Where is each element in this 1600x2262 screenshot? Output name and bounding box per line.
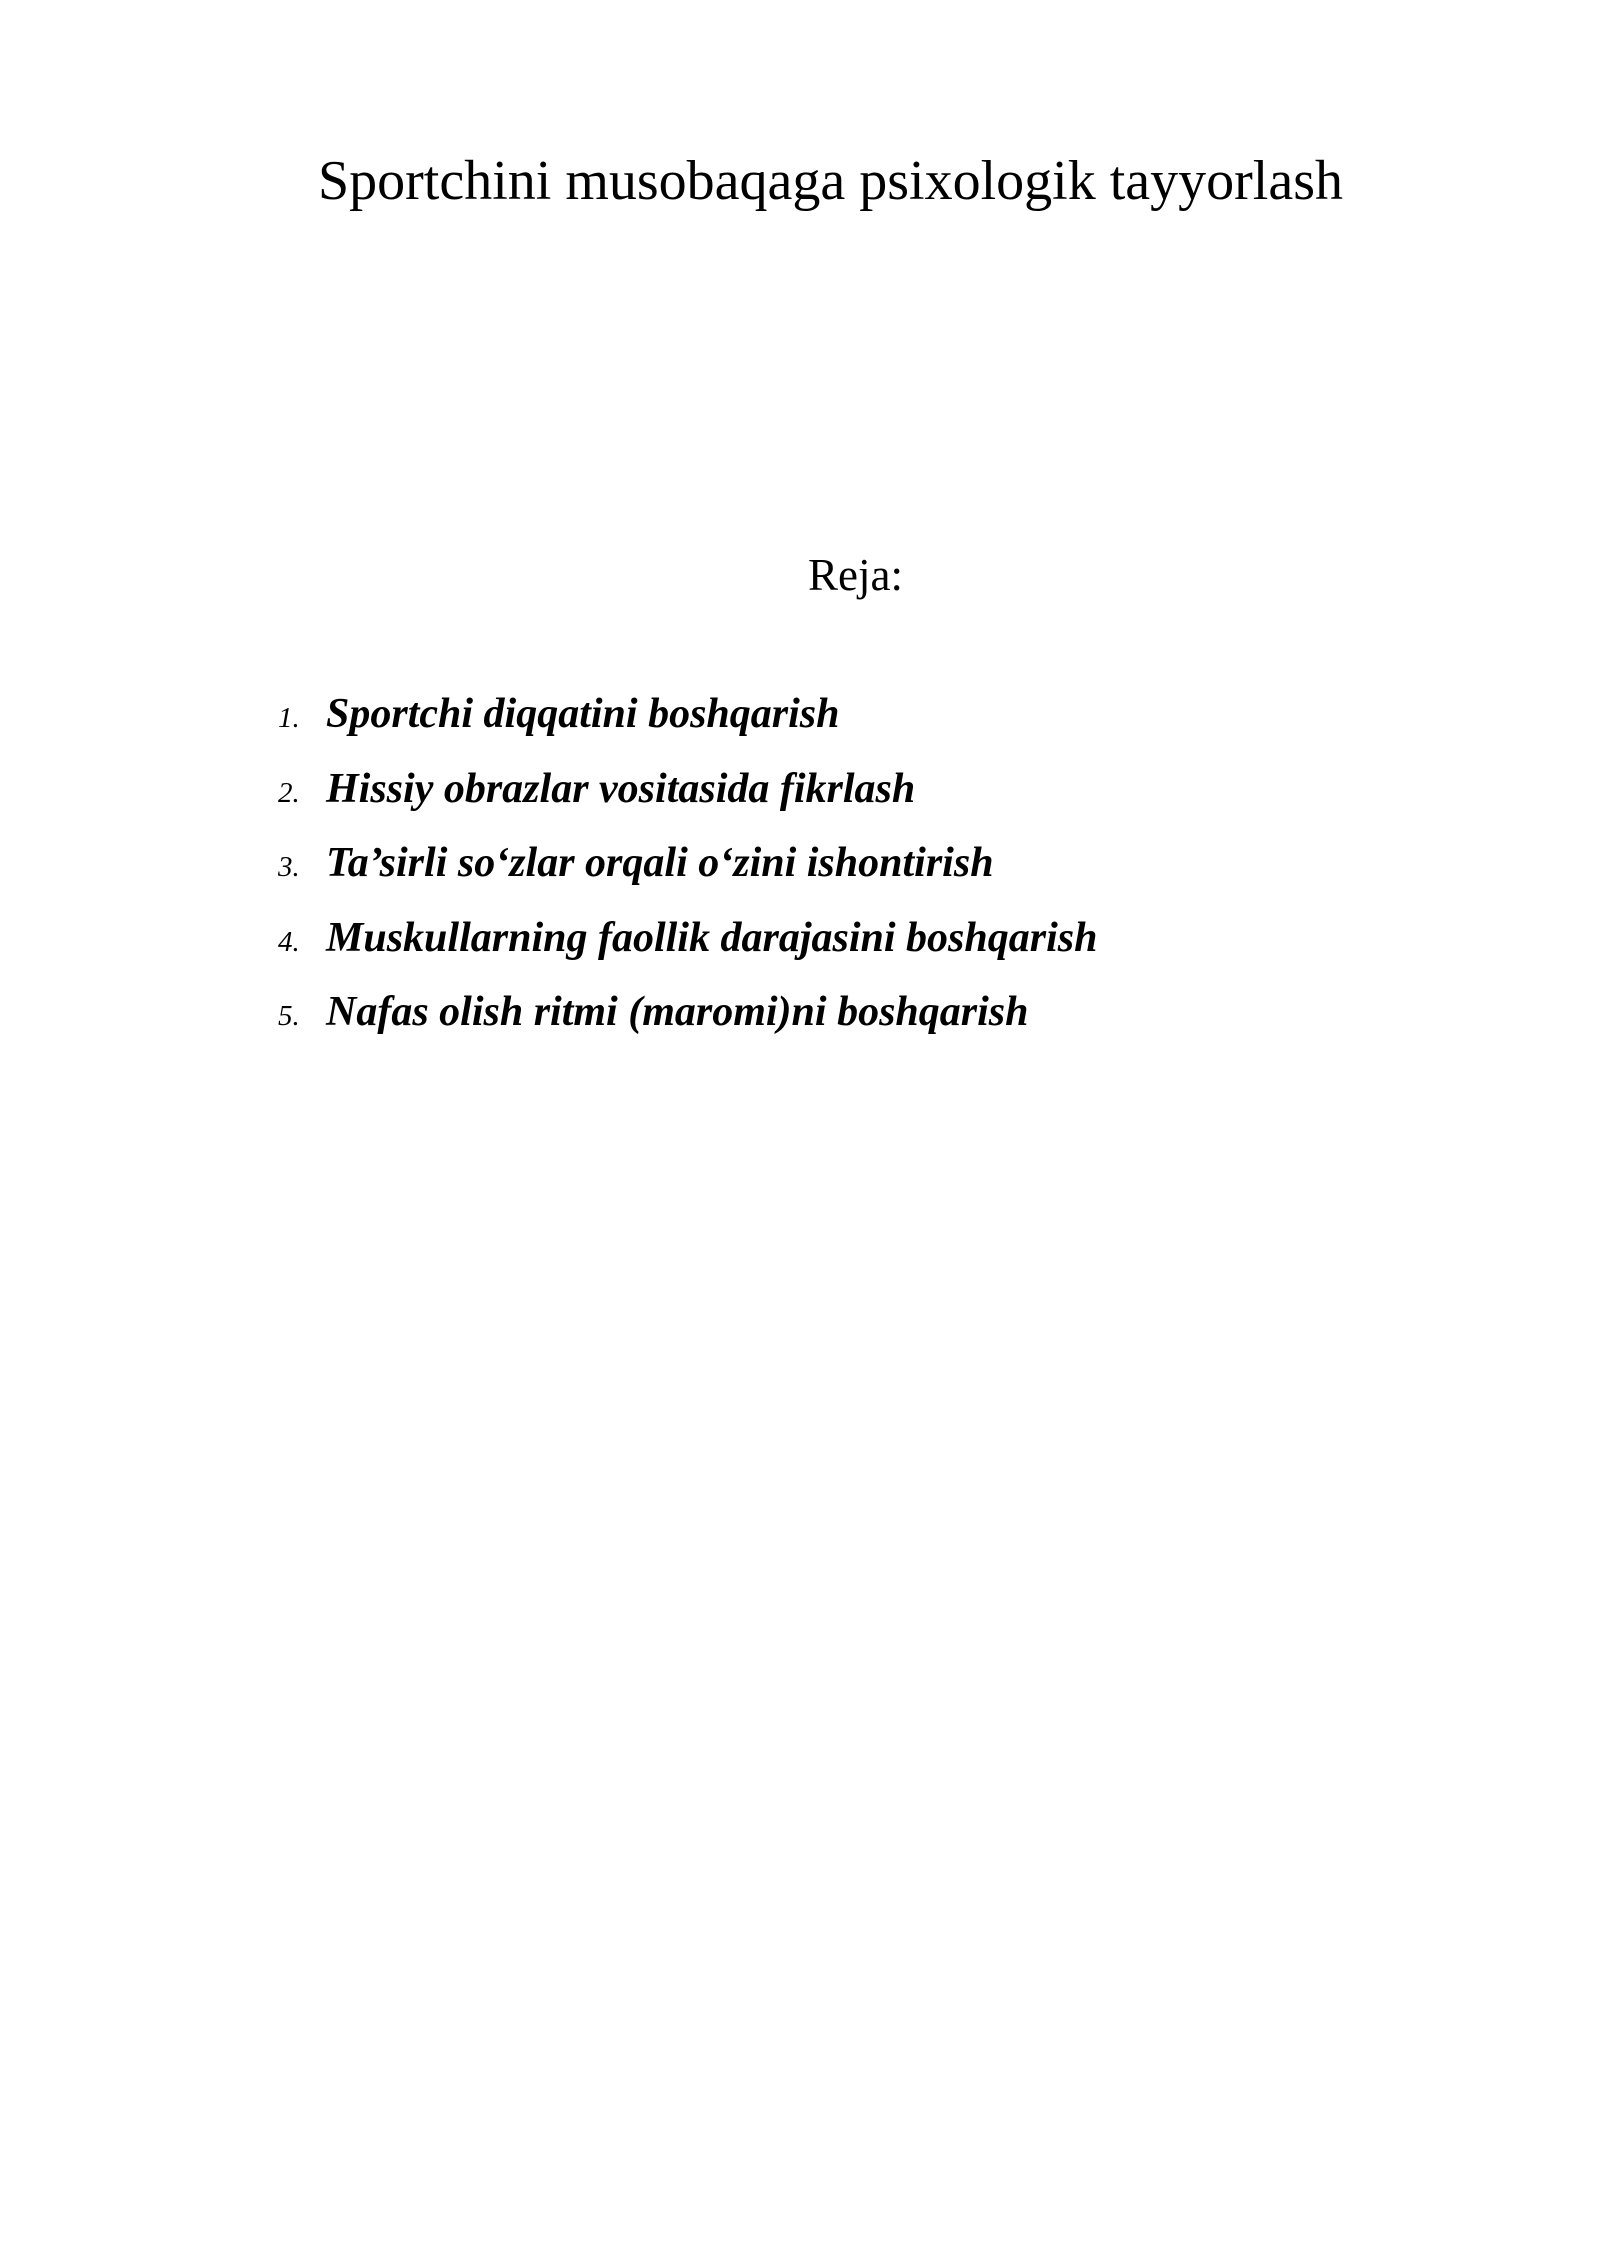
plan-item-text: Muskullarning faollik darajasini boshqarish [326,914,1098,961]
plan-item-text: Sportchi diqqatini boshqarish [326,691,840,737]
plan-item-1 [278,690,1097,765]
plan-item-5 [278,988,1097,1063]
plan-list [278,690,1097,1063]
plan-item-number: 1. [278,702,300,734]
document-title: Sportchini musobaqaga psixologik tayyorlash [318,150,1343,212]
plan-heading: Reja: [808,550,903,600]
plan-item-2 [278,765,1097,840]
plan-item-number: 5. [278,1000,300,1032]
plan-item-number: 4. [278,925,300,958]
plan-item-number: 2. [278,776,300,809]
plan-item-text: Hissiy obrazlar vositasida fikrlash [326,765,916,812]
plan-item-4 [278,914,1097,989]
plan-item-3 [278,839,1097,914]
plan-item-text: Ta’sirli so‘zlar orqali o‘zini ishontirish [326,840,994,886]
plan-item-text: Nafas olish ritmi (maromi)ni boshqarish [326,989,1029,1035]
plan-item-number: 3. [278,851,300,883]
